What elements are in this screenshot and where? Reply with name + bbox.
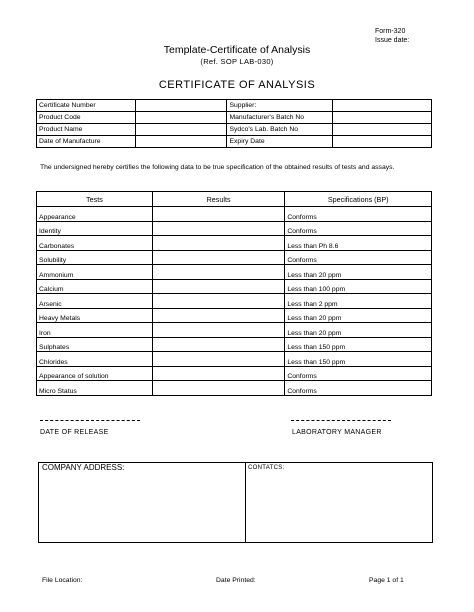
info-value-field[interactable] xyxy=(135,112,227,124)
test-row xyxy=(37,352,432,367)
info-value-field[interactable] xyxy=(135,100,227,112)
test-name: Carbonates xyxy=(37,236,153,251)
date-of-release-line[interactable] xyxy=(40,420,140,421)
test-result-field[interactable] xyxy=(152,221,285,236)
test-specification: Less than 20 ppm xyxy=(285,265,432,280)
test-result-field[interactable] xyxy=(152,250,285,265)
test-row xyxy=(37,308,432,323)
address-divider xyxy=(245,462,246,542)
test-result-field[interactable] xyxy=(152,308,285,323)
test-name: Solubility xyxy=(37,250,153,265)
test-row xyxy=(37,337,432,352)
test-specification: Less than 20 ppm xyxy=(285,308,432,323)
test-result-field[interactable] xyxy=(152,207,285,222)
results-column-header: Results xyxy=(152,192,285,207)
product-info-table xyxy=(36,99,432,148)
test-name: Identity xyxy=(37,221,153,236)
test-name: Iron xyxy=(37,323,153,338)
test-result-field[interactable] xyxy=(152,381,285,396)
certificate-heading: CERTIFICATE OF ANALYSIS xyxy=(158,79,316,91)
test-name: Heavy Metals xyxy=(37,308,153,323)
info-label: Certificate Number xyxy=(37,100,136,112)
test-name: Sulphates xyxy=(37,337,153,352)
company-address-box[interactable] xyxy=(38,462,433,543)
test-specification: Less than 100 ppm xyxy=(285,279,432,294)
specifications-column-header: Specifications (BP) xyxy=(285,192,432,207)
test-row xyxy=(37,381,432,396)
test-result-field[interactable] xyxy=(152,265,285,280)
info-value-field[interactable] xyxy=(135,136,227,148)
form-number-block xyxy=(375,27,409,45)
info-row xyxy=(37,112,432,124)
test-result-field[interactable] xyxy=(152,279,285,294)
test-result-field[interactable] xyxy=(152,366,285,381)
test-name: Calcium xyxy=(37,279,153,294)
info-label: Date of Manufacture xyxy=(37,136,136,148)
info-label: Supplier: xyxy=(227,100,333,112)
info-value-field[interactable] xyxy=(333,100,432,112)
test-row xyxy=(37,207,432,222)
date-of-release-label: DATE OF RELEASE xyxy=(40,429,109,436)
test-name: Chlorides xyxy=(37,352,153,367)
test-specification: Less than 20 ppm xyxy=(285,323,432,338)
info-row xyxy=(37,136,432,148)
test-row xyxy=(37,221,432,236)
test-result-field[interactable] xyxy=(152,294,285,309)
info-value-field[interactable] xyxy=(333,124,432,136)
company-address-label: COMPANY ADDRESS: xyxy=(42,463,125,472)
info-label: Product Name xyxy=(37,124,136,136)
date-printed-label: Date Printed: xyxy=(216,577,256,584)
test-specification: Conforms xyxy=(285,381,432,396)
test-specification: Less than 150 ppm xyxy=(285,352,432,367)
info-value-field[interactable] xyxy=(333,112,432,124)
test-result-field[interactable] xyxy=(152,337,285,352)
test-row xyxy=(37,236,432,251)
test-specification: Conforms xyxy=(285,250,432,265)
tests-column-header: Tests xyxy=(37,192,153,207)
test-name: Micro Status xyxy=(37,381,153,396)
tests-table xyxy=(36,191,432,396)
contacts-label: CONTATCS: xyxy=(248,465,285,471)
info-value-field[interactable] xyxy=(135,124,227,136)
test-specification: Less than Ph 8.6 xyxy=(285,236,432,251)
file-location-label: File Location: xyxy=(42,577,83,584)
certification-statement: The undersigned hereby certifies the following data to be true specification of the obtained results of tests and assays. xyxy=(40,164,395,171)
test-row xyxy=(37,279,432,294)
info-label: Expiry Date xyxy=(227,136,333,148)
test-specification: Conforms xyxy=(285,366,432,381)
test-row xyxy=(37,294,432,309)
test-name: Appearance xyxy=(37,207,153,222)
test-row xyxy=(37,366,432,381)
test-row xyxy=(37,265,432,280)
document-title: Template-Certificate of Analysis xyxy=(163,44,311,56)
test-specification: Less than 2 ppm xyxy=(285,294,432,309)
form-number: Form-320 xyxy=(375,28,406,35)
info-row xyxy=(37,124,432,136)
info-label: Manufacturer's Batch No xyxy=(227,112,333,124)
page-number: Page 1 of 1 xyxy=(369,577,404,584)
test-result-field[interactable] xyxy=(152,236,285,251)
info-label: Sydco's Lab. Batch No xyxy=(227,124,333,136)
test-name: Arsenic xyxy=(37,294,153,309)
test-specification: Conforms xyxy=(285,221,432,236)
info-label: Product Code xyxy=(37,112,136,124)
info-value-field[interactable] xyxy=(333,136,432,148)
tests-header-row xyxy=(37,192,432,207)
issue-date-label: Issue date: xyxy=(375,37,410,44)
test-specification: Conforms xyxy=(285,207,432,222)
info-row xyxy=(37,100,432,112)
laboratory-manager-label: LABORATORY MANAGER xyxy=(292,429,382,436)
laboratory-manager-line[interactable] xyxy=(291,420,391,421)
test-name: Ammonium xyxy=(37,265,153,280)
test-specification: Less than 150 ppm xyxy=(285,337,432,352)
test-row xyxy=(37,323,432,338)
test-result-field[interactable] xyxy=(152,323,285,338)
sop-reference: (Ref. SOP LAB-030) xyxy=(200,57,274,66)
test-result-field[interactable] xyxy=(152,352,285,367)
test-name: Appearance of solution xyxy=(37,366,153,381)
test-row xyxy=(37,250,432,265)
